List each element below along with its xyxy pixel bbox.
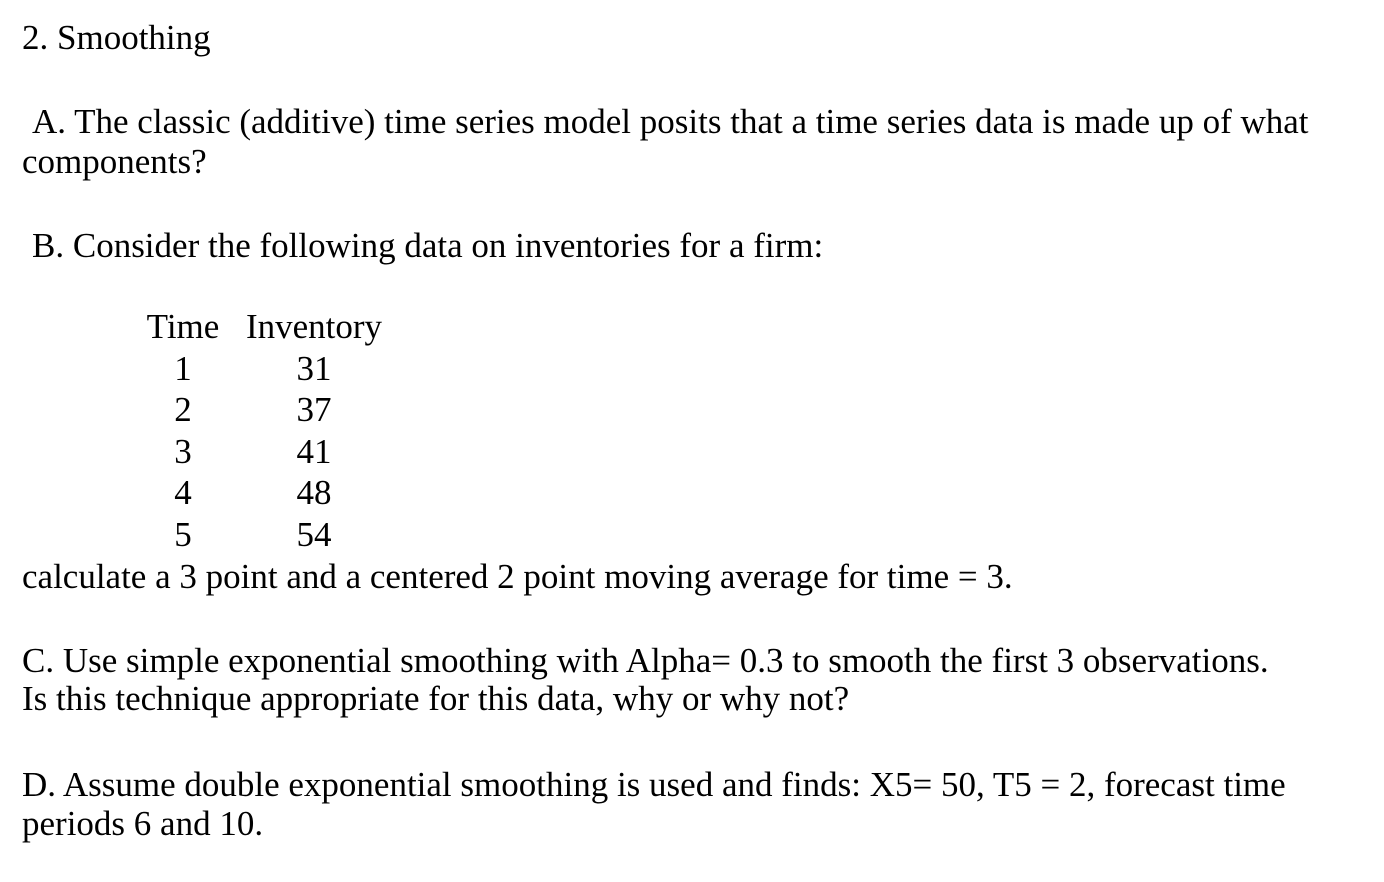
question-a-line-1: A. The classic (additive) time series model posits that a time series data is made up of what xyxy=(32,102,1309,141)
question-c-line-2: Is this technique appropriate for this data, why or why not? xyxy=(22,679,850,718)
table-row xyxy=(140,472,402,514)
column-header-time: Time xyxy=(146,307,220,346)
table-row xyxy=(140,514,402,556)
table-row xyxy=(140,431,402,473)
inventory-cell: 31 xyxy=(296,348,332,388)
section-title: 2. Smoothing xyxy=(22,18,211,57)
column-header-inventory: Inventory xyxy=(245,307,383,346)
question-c-line-1: C. Use simple exponential smoothing with Alpha= 0.3 to smooth the first 3 observations. xyxy=(22,641,1269,680)
inventory-cell: 48 xyxy=(296,473,332,512)
question-b-instruction: calculate a 3 point and a centered 2 point moving average for time = 3. xyxy=(22,557,1013,596)
table-row xyxy=(140,389,402,431)
time-cell: 3 xyxy=(174,431,192,471)
time-cell: 4 xyxy=(174,473,192,512)
question-a-line-2: components? xyxy=(22,142,207,181)
inventory-table xyxy=(140,306,402,555)
question-d-line-1: D. Assume double exponential smoothing is used and finds: X5= 50, T5 = 2, forecast time xyxy=(22,765,1286,804)
inventory-cell: 37 xyxy=(296,390,332,429)
time-cell: 5 xyxy=(174,514,192,554)
table-header-row xyxy=(140,306,402,348)
question-d-line-2: periods 6 and 10. xyxy=(22,804,264,843)
question-b-intro: B. Consider the following data on inventories for a firm: xyxy=(32,226,824,265)
inventory-cell: 41 xyxy=(296,431,332,471)
time-cell: 2 xyxy=(174,390,192,429)
inventory-cell: 54 xyxy=(296,514,332,554)
time-cell: 1 xyxy=(174,348,192,388)
table-row xyxy=(140,348,402,390)
